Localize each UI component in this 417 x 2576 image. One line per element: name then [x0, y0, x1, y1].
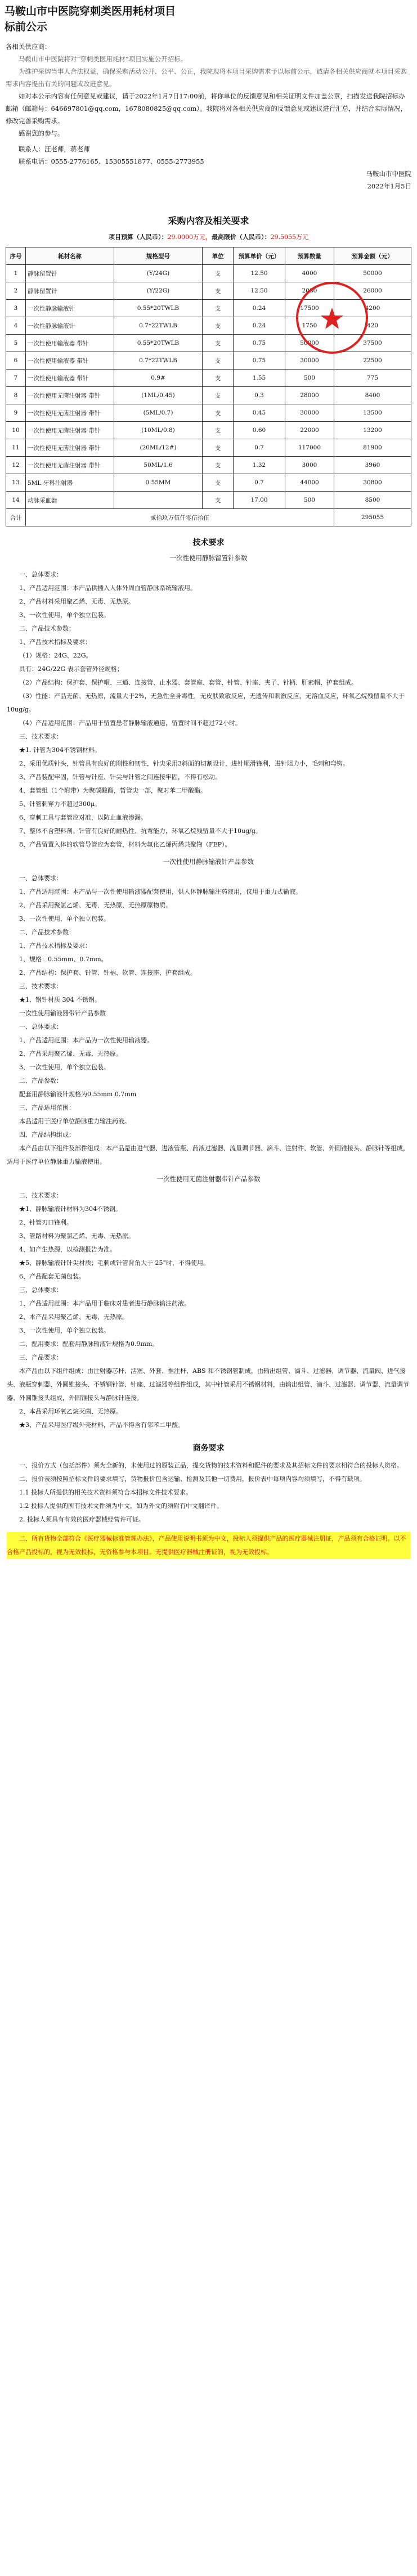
sec2-title: 一次性使用静脉输液针产品参数	[163, 858, 254, 866]
signature: 马鞍山市中医院	[366, 170, 411, 178]
table-row	[6, 439, 411, 457]
table-cell: (Y/24G)	[114, 265, 203, 282]
commercial-highlight: 二、所有货物全部符合《医疗器械标准管理办法》，产品使用说明书须为中文，投标人须提供产品的医疗器械注册证，产品须有合格证明。以不合格产品投标的，视为无效投标，无资格参与本项目。无提供医疗器械注册证的，视为无效投标。	[7, 1532, 410, 1559]
seal-icon	[293, 278, 371, 357]
content-line: 本产品由以下组件组成：由注射器芯杆、活塞、外套、推注杆、ABS 和不锈钢管制成，由输出组管、滴斗、过滤器、调节器、流量阀、进气接头、液瓶穿刺器、外圆锥接头、不锈钢针管、针座、过滤器等组件组成，其中针管采用不锈钢材料，由输出组管、滴斗、过滤器、调节器、流量调节器、外圆锥接头组成，外圆锥接头与静脉针连接。	[7, 1367, 409, 1402]
content-line: 三、产品适用范围：	[19, 1104, 75, 1111]
table-cell: 0.7	[234, 474, 285, 492]
header-amount: 预算金额（元）	[334, 247, 411, 265]
title-line-2: 标前公示	[5, 21, 48, 33]
table-cell: 支	[203, 422, 234, 439]
budget-label: 项目预算（人民币）：	[109, 233, 168, 241]
table-cell: 500	[285, 492, 334, 509]
table-cell: (5ML/0.7)	[114, 404, 203, 422]
table-cell: 30800	[334, 474, 411, 492]
official-seal	[293, 278, 371, 357]
header-quantity: 预算数量	[285, 247, 334, 265]
table-cell: 一次性使用输液器 带针	[26, 352, 114, 370]
table-cell: 一次性使用无菌注射器 带针	[26, 439, 114, 457]
commercial-content	[7, 1459, 410, 1526]
content-line: 6、产品配套无菌包装。	[19, 1273, 85, 1280]
table-cell: 0.7*22TWLB	[114, 317, 203, 335]
limit-value: 29.5055万元	[270, 233, 308, 241]
table-cell: 37500	[334, 335, 411, 352]
content-line: 1.1 投标人所提供的相关技术资料须符合本招标文件技术要求。	[19, 1489, 192, 1496]
table-cell: 一次性使用无菌注射器 带针	[26, 387, 114, 404]
table-cell: 动脉采血器	[26, 492, 114, 509]
table-cell: 5	[6, 335, 26, 352]
table-cell: 12	[6, 457, 26, 474]
table-cell: 3	[6, 300, 26, 317]
table-cell: 3960	[334, 457, 411, 474]
sec2-content	[7, 872, 410, 1169]
table-row	[6, 422, 411, 439]
table-cell: 0.7*22TWLB	[114, 352, 203, 370]
header-name: 耗材名称	[26, 247, 114, 265]
content-line: 三、技术要求：	[19, 733, 62, 740]
content-line: 4、套管组（1个附带）为聚碳酸酯，暂管尖一部，聚对苯二甲酸酯。	[19, 787, 207, 794]
table-cell: 1750	[285, 317, 334, 335]
content-line: 配套用静脉输液针规格为0.55mm 0.7mm	[19, 1091, 137, 1098]
table-cell: 支	[203, 404, 234, 422]
table-cell: 0.24	[234, 317, 285, 335]
content-line: 7、整体不含塑料剂。针管有良好的耐热性、抗弯能力，环氧乙烷残留量不大于10ug/g。	[19, 827, 262, 835]
table-cell: 支	[203, 439, 234, 457]
table-cell: 17500	[285, 300, 334, 317]
table-cell: 30000	[285, 404, 334, 422]
table-cell: 支	[203, 457, 234, 474]
total-label: 合计	[6, 509, 26, 526]
content-line: （3）性能：产品无菌、无热原，流量大于2%，无急性全身毒性，无皮肤致敏反应，无遗传和刺激反应，无溶血反应，环氧乙烷残留量不大于10ug/g。	[7, 692, 405, 713]
content-line: ★1. 针管为304不锈钢材料。	[19, 746, 101, 754]
contact-person: 联系人：汪老师，蒋老师	[19, 145, 90, 153]
table-cell: 500	[285, 370, 334, 387]
content-line: 一、总体要求：	[19, 1023, 62, 1030]
table-cell: 一次性使用输液器 带针	[26, 335, 114, 352]
table-cell: 0.60	[234, 422, 285, 439]
table-cell	[114, 492, 203, 509]
content-line: 3、一次性使用，单个独立包装。	[19, 915, 110, 922]
table-cell: (Y/22G)	[114, 282, 203, 300]
content-line: 2、本产品采用聚乙烯、无毒、无热原。	[19, 1313, 128, 1321]
table-cell: 2080	[285, 282, 334, 300]
intro-paragraph-3: 如对本公示内容有任何意见或建议，请于2022年1月7日17:00前，将你单位的反馈意见和相关证明文件加盖公章，扫描发送我院招标办邮箱（邮箱号：646697801@qq.com，1678080825@qq.com）。我院将对各相关供应商的反馈意见或建议进行汇总，并结合实际情况，修改完善采购需求。	[6, 92, 407, 125]
notice-date: 2022年1月5日	[367, 182, 411, 190]
content-line: 2、采用优质针头，针管具有良好的刚性和韧性，针尖采用3斜面的切割设计，进针顺滑锋利，进针阻力小，毛刺和弯钩。	[19, 760, 349, 767]
header-unit-price: 预算单价（元）	[234, 247, 285, 265]
table-cell: 支	[203, 352, 234, 370]
sec3-title: 一次性使用无菌注射器带针产品参数	[156, 1175, 261, 1183]
content-line: 一、总体要求：	[19, 571, 62, 578]
table-cell: 775	[334, 370, 411, 387]
table-cell: 26000	[334, 282, 411, 300]
content-line: 三、总体要求：	[19, 1286, 62, 1294]
total-value: 295055	[334, 509, 411, 526]
table-cell: 支	[203, 317, 234, 335]
content-line: （2）产品结构：保护套、保护帽、三通、连接管、止水器、套管座、套管、针管、针座、夹子、针柄、肝素帽、护套组成。	[19, 679, 357, 686]
table-cell: 10	[6, 422, 26, 439]
table-cell: 支	[203, 282, 234, 300]
table-cell: 8500	[334, 492, 411, 509]
table-cell: 0.9#	[114, 370, 203, 387]
content-line: 2. 投标人须具有有效的医疗器械经营许可证。	[19, 1516, 145, 1523]
content-line: （1）规格：24G、22G。	[19, 652, 92, 659]
header-unit: 单位	[203, 247, 234, 265]
table-cell: 11	[6, 439, 26, 457]
table-cell: 0.7	[234, 439, 285, 457]
content-line: 1、产品适用范围：本产品供插入人体外周血管静脉系统输液用。	[19, 584, 196, 592]
table-cell: 12.50	[234, 265, 285, 282]
table-cell: 30000	[285, 352, 334, 370]
table-cell: 1.32	[234, 457, 285, 474]
sec3-content	[7, 1189, 410, 1432]
table-cell: 支	[203, 492, 234, 509]
table-cell: 17.00	[234, 492, 285, 509]
table-cell: 8400	[334, 387, 411, 404]
table-cell: 0.3	[234, 387, 285, 404]
content-line: 1、产品技术指标及要求：	[19, 638, 91, 646]
table-cell: 13200	[334, 422, 411, 439]
limit-label: 最高限价（人民币）：	[212, 233, 271, 241]
table-cell: 支	[203, 370, 234, 387]
table-cell: 0.55*20TWLB	[114, 335, 203, 352]
content-line: 1、规格：0.55mm、0.7mm。	[19, 956, 107, 963]
content-line: 3、一次性使用，单个独立包装。	[19, 1064, 110, 1071]
content-line: 3、一次性使用，单个独立包装。	[19, 611, 110, 619]
table-row	[6, 387, 411, 404]
content-line: 3、产品装配牢固，针管与针座、针尖与针管之间连接牢固，不得有松动。	[19, 773, 221, 781]
content-line: 二、配用要求：配套用静脉输液针规格为0.9mm。	[19, 1340, 159, 1348]
header-seq: 序号	[6, 247, 26, 265]
content-line: 2、产品采用聚乙烯、无毒、无热原。	[19, 1050, 122, 1057]
content-line: 二、产品技术参数：	[19, 929, 75, 936]
content-line: 具有：24G/22G 表示套管外径规格；	[19, 665, 123, 673]
table-cell: 13	[6, 474, 26, 492]
content-line: 本产品由以下组件及部件组成：本产品是由进气器、进液管瓶、药液过滤器、流量调节器、滴斗、注射件、软管、外圆锥接头、静脉针等组成，适用于医疗单位静脉重力输液使用。	[7, 1145, 409, 1165]
table-cell: 0.45	[234, 404, 285, 422]
budget-line	[0, 232, 417, 241]
table-cell: 一次性使用无菌注射器 带针	[26, 422, 114, 439]
table-cell: 6	[6, 352, 26, 370]
contact-phone: 联系电话：0555-2776165、15305551877、0555-2773955	[19, 157, 204, 165]
table-cell: 一次性静脉输液针	[26, 300, 114, 317]
table-cell: 一次性静脉输液针	[26, 317, 114, 335]
content-line: 一次性使用输液器带针产品参数	[19, 1010, 106, 1017]
intro-paragraph-1: 马鞍山市中医院将对“穿刺类医用耗材”项目实施公开招标。	[19, 55, 187, 63]
table-cell: 支	[203, 300, 234, 317]
page-title	[5, 3, 412, 35]
sec1-title: 一次性使用静脉留置针参数	[169, 554, 248, 562]
title-line-1: 马鞍山市中医院穿刺类医用耗材项目	[5, 5, 176, 17]
table-cell: 28000	[285, 387, 334, 404]
table-row	[6, 492, 411, 509]
content-line: 2、产品材料采用聚乙烯、无毒、无热原。	[19, 598, 134, 605]
table-cell: 4200	[334, 300, 411, 317]
table-cell: 一次性使用输液器 带针	[26, 370, 114, 387]
table-cell: 1.55	[234, 370, 285, 387]
content-line: ★3、产品采用医疗级外壳材料，产品不得含有邻苯二甲酸。	[19, 1421, 184, 1429]
content-line: 4、如产生热源，以检测报告为准。	[19, 1246, 116, 1253]
table-total-row	[6, 509, 411, 526]
content-line: 本品适用于医疗单位静脉重力输注药液。	[19, 1118, 131, 1125]
content-line: 1、产品适用范围：本产品用于临床对患者进行静脉输注药液。	[19, 1300, 190, 1307]
table-cell: 12.50	[234, 282, 285, 300]
table-cell: 5ML 牙科注射器	[26, 474, 114, 492]
table-cell: 22500	[334, 352, 411, 370]
sec1-content	[7, 568, 410, 852]
table-cell: 420	[334, 317, 411, 335]
table-row	[6, 457, 411, 474]
table-cell: (20ML/12#)	[114, 439, 203, 457]
content-line: 5、针管刺穿力不超过300μ。	[19, 800, 101, 808]
greeting: 各相关供应商：	[6, 43, 51, 51]
content-line: （4）产品适用范围：产品用于留置患者静脉输液通道，留置时间不超过72小时。	[19, 719, 241, 727]
content-line: 二、报价表须按照招标文件的要求填写，货物报价包含运输、检测及其他一切费用，报价表中每项内容均须填写，不得有缺项。	[19, 1475, 366, 1483]
content-line: 1、产品适用范围：本产品与一次性使用输液器配套使用，供人体静脉输注药液用，仅用于重力式输液。	[19, 888, 302, 895]
content-line: 3、一次性使用，单个独立包装。	[19, 1327, 110, 1334]
table-cell: 静脉留置针	[26, 282, 114, 300]
table-cell: 50ML/1.6	[114, 457, 203, 474]
procurement-section-title: 采购内容及相关要求	[168, 215, 249, 226]
content-line: 6、穿刺工具与套管应对准，以防止血液渗漏。	[19, 814, 147, 821]
content-line: 三、技术要求：	[19, 983, 62, 990]
table-cell: 支	[203, 474, 234, 492]
table-row	[6, 370, 411, 387]
content-line: ★1、钢针材质 304 不锈钢。	[19, 996, 101, 1003]
table-row	[6, 404, 411, 422]
table-cell: 13500	[334, 404, 411, 422]
table-cell: 支	[203, 335, 234, 352]
budget-value: 29.0000万元，	[167, 233, 212, 241]
table-cell: (10ML/0.8)	[114, 422, 203, 439]
content-line: 1、产品技术指标及要求：	[19, 942, 91, 949]
table-cell: 静脉留置针	[26, 265, 114, 282]
table-cell: 0.75	[234, 335, 285, 352]
content-line: 四、产品结构组成：	[19, 1131, 75, 1138]
content-line: 一、总体要求：	[19, 875, 62, 882]
content-line: ★5、静脉输液针针尖材质；毛刺或针管背角大于 25°时，不得使用。	[19, 1259, 209, 1267]
table-cell: 一次性使用无菌注射器 带针	[26, 404, 114, 422]
total-text: 贰拾玖万伍仟零伍拾伍	[26, 509, 334, 526]
content-line: 3、管路材料为聚氯乙烯、无毒、无热原。	[19, 1232, 134, 1240]
content-line: 一、报价方式（包括部件）须为全新的，未使用过的原装正品，提交货物的技术资料和配件的要求及其招标文件的要求相符合的投标人资格。	[19, 1462, 403, 1469]
table-cell: 一次性使用无菌注射器 带针	[26, 457, 114, 474]
table-cell: 14	[6, 492, 26, 509]
content-line: 1、产品适用范围：本产品为一次性使用输液器。	[19, 1037, 153, 1044]
content-line: 2、产品采用聚氯乙烯、无毒、无热原、无热原原物质。	[19, 902, 172, 909]
content-line: 二、技术要求：	[19, 1192, 62, 1199]
table-header-row	[6, 247, 411, 265]
tech-title: 技术要求	[192, 538, 225, 547]
commercial-title: 商务要求	[192, 1444, 225, 1453]
table-cell: 44000	[285, 474, 334, 492]
table-cell: 7	[6, 370, 26, 387]
table-cell: 9	[6, 404, 26, 422]
intro-section	[6, 40, 411, 192]
content-line: 2、本品采用环氧乙烷灭菌、无热原。	[19, 1408, 122, 1415]
content-line: ★1、静脉输液针材料为304不锈钢。	[19, 1205, 122, 1213]
table-cell: 支	[203, 265, 234, 282]
table-cell: 117000	[285, 439, 334, 457]
content-line: 2、产品结构：保护套、针管、针柄、软管、连接座、护套组成。	[19, 969, 196, 976]
thanks-line: 感谢您的参与。	[19, 129, 64, 137]
header-spec: 规格型号	[114, 247, 203, 265]
table-cell: 支	[203, 387, 234, 404]
table-cell: 2	[6, 282, 26, 300]
table-cell: 3000	[285, 457, 334, 474]
table-cell: 50000	[285, 335, 334, 352]
content-line: 1.2 投标人提供的所有技术文件须为中文，如为外文的须附有中文翻译件。	[19, 1502, 223, 1510]
table-cell: 0.24	[234, 300, 285, 317]
intro-paragraph-2: 为维护采购当事人合法权益，确保采购活动公开、公平、公正，我院现将本项目采购需求予以标前公示，诚请各相关供应商就本项目采购需求内容提出有关的问题或改进意见。	[6, 67, 407, 88]
content-line: 二、产品技术参数：	[19, 625, 75, 632]
table-cell: 81900	[334, 439, 411, 457]
content-line: 二、产品参数：	[19, 1077, 62, 1084]
table-cell: (1ML/0.45)	[114, 387, 203, 404]
table-cell: 4000	[285, 265, 334, 282]
table-cell: 1	[6, 265, 26, 282]
table-cell: 0.55MM	[114, 474, 203, 492]
table-cell: 22000	[285, 422, 334, 439]
table-row	[6, 474, 411, 492]
table-cell: 8	[6, 387, 26, 404]
table-cell: 50000	[334, 265, 411, 282]
table-cell: 0.55*20TWLB	[114, 300, 203, 317]
content-line: 三、产品要求：	[19, 1354, 62, 1361]
table-cell: 4	[6, 317, 26, 335]
content-line: 8、产品留置入体的软管导管应为套管，材料为氟化乙烯丙烯共聚物（FEP）。	[19, 841, 231, 848]
content-line: 2、针管刃口锋利。	[19, 1219, 73, 1226]
table-cell: 0.75	[234, 352, 285, 370]
